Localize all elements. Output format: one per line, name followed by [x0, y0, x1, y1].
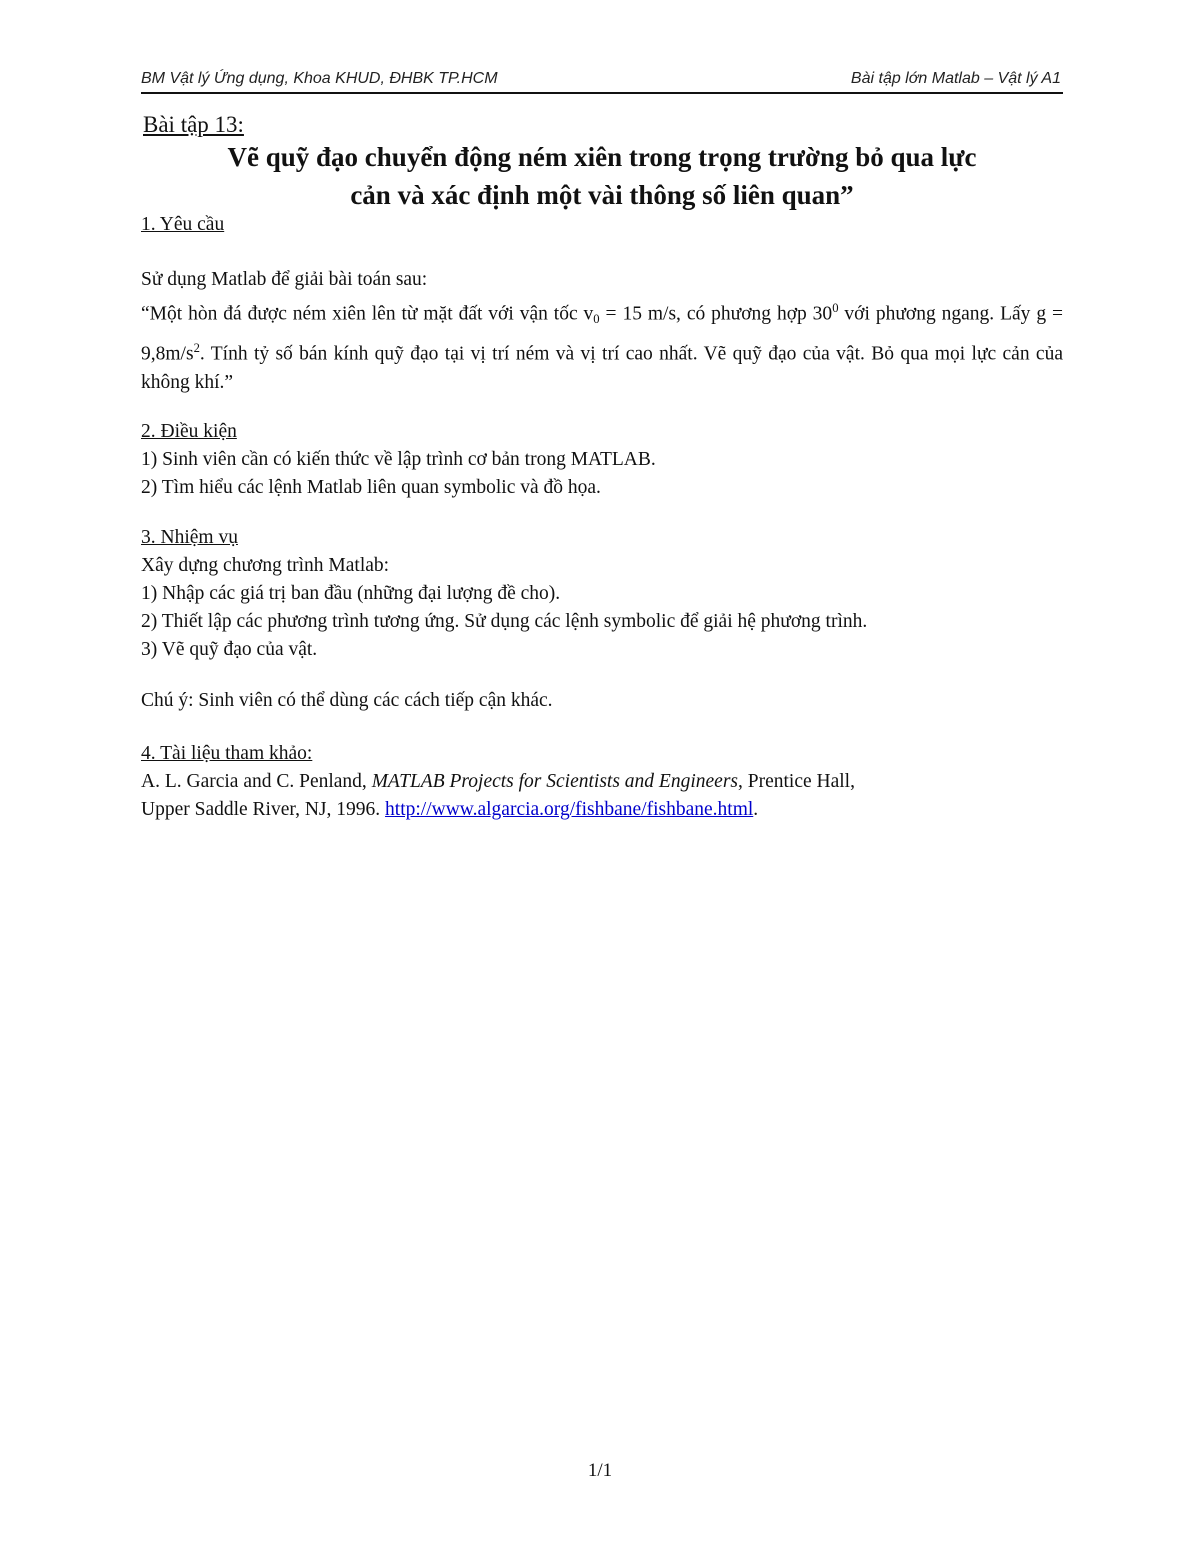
page-title — [141, 138, 1063, 214]
note: Chú ý: Sinh viên có thể dùng các cách tiếp cận khác. — [141, 690, 553, 711]
condition-item-2: 2) Tìm hiểu các lệnh Matlab liên quan symbolic và đồ họa. — [141, 477, 601, 498]
problem-text-3: với phương ngang. Lấy g = 9,8m/s — [141, 303, 1063, 365]
section-tasks — [141, 524, 1071, 664]
section-3-intro: Xây dựng chương trình Matlab: — [141, 555, 390, 576]
task-item-3: 3) Vẽ quỹ đạo của vật. — [141, 639, 318, 660]
section-1-body — [141, 265, 1071, 397]
reference-line-2 — [141, 796, 1071, 824]
problem-text-1: “Một hòn đá được ném xiên lên từ mặt đất với vận tốc v — [141, 303, 594, 325]
problem-superscript-2: 2 — [193, 340, 200, 355]
section-conditions — [141, 417, 1071, 502]
page-header — [141, 70, 1061, 92]
page-number: 1/1 — [587, 1460, 613, 1481]
section-references — [141, 740, 1071, 824]
title-line-2: cản và xác định một vài thông số liên quan” — [350, 180, 854, 210]
problem-superscript-1: 0 — [832, 301, 839, 315]
header-department: BM Vật lý Ứng dụng, Khoa KHUD, ĐHBK TP.HCM — [141, 70, 498, 87]
problem-subscript: 0 — [593, 311, 600, 326]
reference-publisher: , Prentice Hall, — [738, 771, 855, 792]
condition-item-1: 1) Sinh viên cần có kiến thức về lập trình cơ bản trong MATLAB. — [141, 449, 656, 470]
reference-book-title: MATLAB Projects for Scientists and Engineers — [371, 771, 738, 792]
section-1-intro: Sử dụng Matlab để giải bài toán sau: — [141, 269, 428, 290]
problem-text-2: = 15 m/s, có phương hợp 30 — [599, 303, 833, 325]
reference-line-1 — [141, 768, 1071, 796]
header-divider — [141, 92, 1063, 94]
section-requirements — [141, 210, 1071, 239]
reference-url-link[interactable]: http://www.algarcia.org/fishbane/fishbane.html — [385, 799, 754, 820]
problem-text-4: . Tính tỷ số bán kính quỹ đạo tại vị trí ném và vị trí cao nhất. Vẽ quỹ đạo của vật. Bỏ qua mọi lực cản của không khí.” — [141, 343, 1063, 394]
section-1-heading: 1. Yêu cầu — [141, 214, 225, 235]
section-4-heading: 4. Tài liệu tham khảo: — [141, 743, 313, 764]
task-item-2: 2) Thiết lập các phương trình tương ứng. Sử dụng các lệnh symbolic để giải hệ phương trình. — [141, 611, 868, 632]
section-3-heading: 3. Nhiệm vụ — [141, 527, 238, 548]
task-item-1: 1) Nhập các giá trị ban đầu (những đại lượng đề cho). — [141, 583, 561, 604]
exercise-label: Bài tập 13: — [143, 112, 244, 137]
reference-place-year: Upper Saddle River, NJ, 1996. — [141, 799, 386, 820]
reference-authors: A. L. Garcia and C. Penland, — [141, 771, 372, 792]
reference-end: . — [753, 799, 759, 820]
problem-statement — [141, 294, 1063, 397]
title-line-1: Vẽ quỹ đạo chuyển động ném xiên trong trọng trường bỏ qua lực — [227, 142, 977, 172]
header-course: Bài tập lớn Matlab – Vật lý A1 — [850, 70, 1061, 87]
section-2-heading: 2. Điều kiện — [141, 421, 237, 442]
